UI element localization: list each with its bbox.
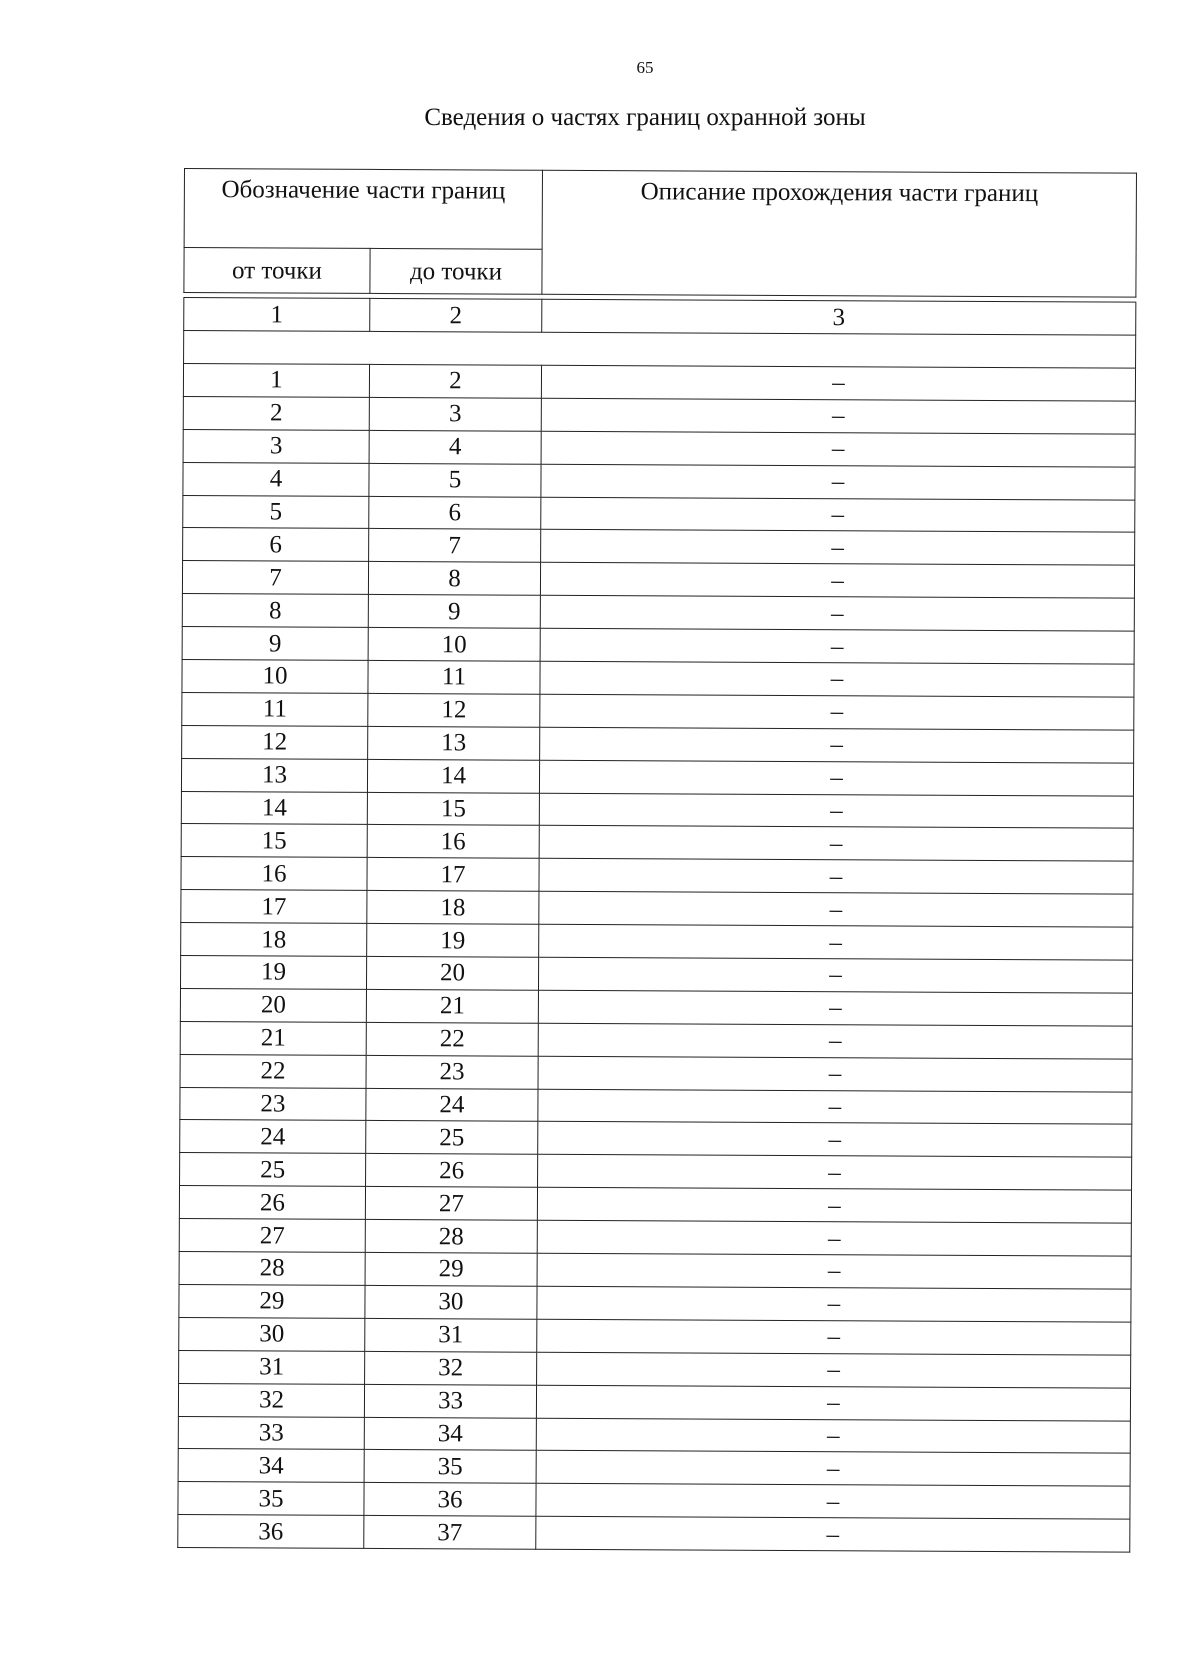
to-point-cell: 11 (368, 660, 540, 694)
description-cell: – (537, 1188, 1131, 1224)
table-row (183, 462, 1135, 500)
from-point-cell: 2 (183, 396, 369, 430)
to-point-cell: 25 (366, 1121, 538, 1155)
description-cell: – (540, 628, 1134, 664)
table-row (179, 1317, 1131, 1355)
table-row (179, 1252, 1131, 1290)
to-point-cell: 35 (364, 1450, 536, 1484)
description-cell: – (541, 497, 1135, 533)
from-point-cell: 1 (183, 364, 369, 398)
column-number: 2 (370, 298, 542, 332)
table-row (179, 1219, 1131, 1257)
to-point-cell: 5 (369, 463, 541, 497)
table-row (182, 725, 1134, 763)
to-point-cell: 31 (365, 1318, 537, 1352)
description-cell: – (541, 431, 1135, 467)
from-point-cell: 15 (181, 824, 367, 858)
to-point-cell: 29 (365, 1252, 537, 1286)
description-cell: – (537, 1286, 1131, 1322)
table-row (183, 364, 1135, 402)
page-number: 65 (636, 58, 654, 77)
table-row (181, 890, 1133, 928)
from-point-cell: 29 (179, 1284, 365, 1318)
table-row (179, 1350, 1131, 1388)
table-row (178, 1383, 1130, 1421)
to-point-cell: 36 (364, 1483, 536, 1517)
table-row (180, 1153, 1132, 1191)
from-point-cell: 12 (182, 725, 368, 759)
to-point-cell: 14 (367, 759, 539, 793)
table-row (182, 627, 1134, 665)
description-cell: – (538, 957, 1132, 993)
table-row (180, 1054, 1132, 1092)
to-point-cell: 23 (366, 1055, 538, 1089)
to-point-cell: 26 (366, 1154, 538, 1188)
from-point-cell: 22 (180, 1054, 366, 1088)
description-cell: – (538, 1056, 1132, 1092)
from-point-cell: 31 (179, 1350, 365, 1384)
table-row (181, 923, 1133, 961)
description-cell: – (540, 595, 1134, 631)
table-row (182, 561, 1134, 599)
to-point-cell: 20 (366, 956, 538, 990)
from-point-cell: 14 (181, 791, 367, 825)
to-point-cell: 32 (365, 1351, 537, 1385)
description-cell: – (536, 1418, 1130, 1454)
description-cell: – (538, 1023, 1132, 1059)
description-cell: – (540, 563, 1134, 599)
table-row (179, 1284, 1131, 1322)
table-row (181, 758, 1133, 796)
description-cell: – (539, 760, 1133, 796)
description-cell: – (541, 464, 1135, 500)
from-point-cell: 10 (182, 660, 368, 694)
from-point-cell: 26 (179, 1186, 365, 1220)
column-number: 1 (184, 298, 370, 332)
description-cell: – (536, 1385, 1130, 1421)
to-point-cell: 7 (369, 529, 541, 563)
table-row (183, 429, 1135, 467)
to-point-cell: 30 (365, 1285, 537, 1319)
to-point-cell: 17 (367, 858, 539, 892)
table-row (178, 1416, 1130, 1454)
to-point-cell: 2 (369, 364, 541, 398)
from-point-cell: 18 (181, 923, 367, 957)
description-cell: – (537, 1220, 1131, 1256)
to-point-cell: 13 (368, 726, 540, 760)
header-to-point: до точки (370, 248, 542, 294)
from-point-cell: 8 (182, 594, 368, 628)
description-cell: – (539, 891, 1133, 927)
description-cell: – (541, 398, 1135, 434)
to-point-cell: 27 (365, 1187, 537, 1221)
description-cell: – (537, 1352, 1131, 1388)
to-point-cell: 33 (364, 1384, 536, 1418)
description-cell: – (536, 1484, 1130, 1520)
description-cell: – (540, 661, 1134, 697)
table-row (179, 1186, 1131, 1224)
description-cell: – (536, 1516, 1130, 1552)
from-point-cell: 32 (178, 1383, 364, 1417)
table-row (181, 791, 1133, 829)
from-point-cell: 4 (183, 462, 369, 496)
from-point-cell: 3 (183, 429, 369, 463)
description-cell: – (540, 727, 1134, 763)
from-point-cell: 9 (182, 627, 368, 661)
from-point-cell: 36 (178, 1515, 364, 1549)
from-point-cell: 16 (181, 857, 367, 891)
to-point-cell: 10 (368, 628, 540, 662)
from-point-cell: 34 (178, 1449, 364, 1483)
to-point-cell: 8 (368, 562, 540, 596)
header-description: Описание прохождения части границ (542, 170, 1137, 297)
to-point-cell: 18 (367, 891, 539, 925)
from-point-cell: 25 (180, 1153, 366, 1187)
table-row (180, 988, 1132, 1026)
column-number: 3 (542, 299, 1136, 335)
to-point-cell: 21 (366, 989, 538, 1023)
page-title: Сведения о частях границ охранной зоны (424, 104, 866, 131)
table-row (183, 528, 1135, 566)
description-cell: – (538, 990, 1132, 1026)
from-point-cell: 11 (182, 692, 368, 726)
to-point-cell: 28 (365, 1220, 537, 1254)
table-row (178, 1482, 1130, 1520)
description-cell: – (536, 1451, 1130, 1487)
from-point-cell: 20 (180, 988, 366, 1022)
to-point-cell: 6 (369, 496, 541, 530)
description-cell: – (539, 924, 1133, 960)
to-point-cell: 37 (364, 1516, 536, 1550)
table-row (180, 956, 1132, 994)
table-row (182, 660, 1134, 698)
to-point-cell: 9 (368, 595, 540, 629)
from-point-cell: 5 (183, 495, 369, 529)
to-point-cell: 19 (367, 924, 539, 958)
from-point-cell: 35 (178, 1482, 364, 1516)
table-row (182, 692, 1134, 730)
table-row (180, 1087, 1132, 1125)
to-point-cell: 16 (367, 825, 539, 859)
table-row (178, 1449, 1130, 1487)
from-point-cell: 6 (183, 528, 369, 562)
description-cell: – (541, 530, 1135, 566)
description-cell: – (538, 1122, 1132, 1158)
table-row (178, 1515, 1130, 1553)
description-cell: – (538, 1089, 1132, 1125)
boundary-parts-table-wrapper (177, 168, 1136, 1553)
to-point-cell: 4 (369, 430, 541, 464)
to-point-cell: 15 (367, 792, 539, 826)
table-row (183, 495, 1135, 533)
header-designation: Обозначение части границ (184, 169, 542, 250)
from-point-cell: 27 (179, 1219, 365, 1253)
from-point-cell: 28 (179, 1252, 365, 1286)
from-point-cell: 19 (180, 956, 366, 990)
to-point-cell: 22 (366, 1022, 538, 1056)
description-cell: – (537, 1253, 1131, 1289)
table-row (180, 1021, 1132, 1059)
description-cell: – (539, 793, 1133, 829)
from-point-cell: 17 (181, 890, 367, 924)
to-point-cell: 3 (369, 397, 541, 431)
description-cell: – (539, 859, 1133, 895)
table-body (178, 293, 1136, 1553)
column-number-row (184, 298, 1136, 336)
table-row (180, 1120, 1132, 1158)
from-point-cell: 21 (180, 1021, 366, 1055)
header-from-point: от точки (184, 248, 370, 294)
from-point-cell: 33 (178, 1416, 364, 1450)
from-point-cell: 13 (181, 758, 367, 792)
from-point-cell: 7 (182, 561, 368, 595)
boundary-parts-table (177, 168, 1137, 1553)
to-point-cell: 24 (366, 1088, 538, 1122)
from-point-cell: 23 (180, 1087, 366, 1121)
description-cell: – (540, 694, 1134, 730)
description-cell: – (541, 365, 1135, 401)
to-point-cell: 12 (368, 693, 540, 727)
description-cell: – (537, 1319, 1131, 1355)
table-row (183, 396, 1135, 434)
table-row (181, 857, 1133, 895)
description-cell: – (538, 1155, 1132, 1191)
table-row (182, 594, 1134, 632)
from-point-cell: 24 (180, 1120, 366, 1154)
blank-row (184, 331, 1136, 369)
description-cell: – (539, 826, 1133, 862)
from-point-cell: 30 (179, 1317, 365, 1351)
table-row (181, 824, 1133, 862)
to-point-cell: 34 (364, 1417, 536, 1451)
header-row-top (184, 169, 1136, 253)
